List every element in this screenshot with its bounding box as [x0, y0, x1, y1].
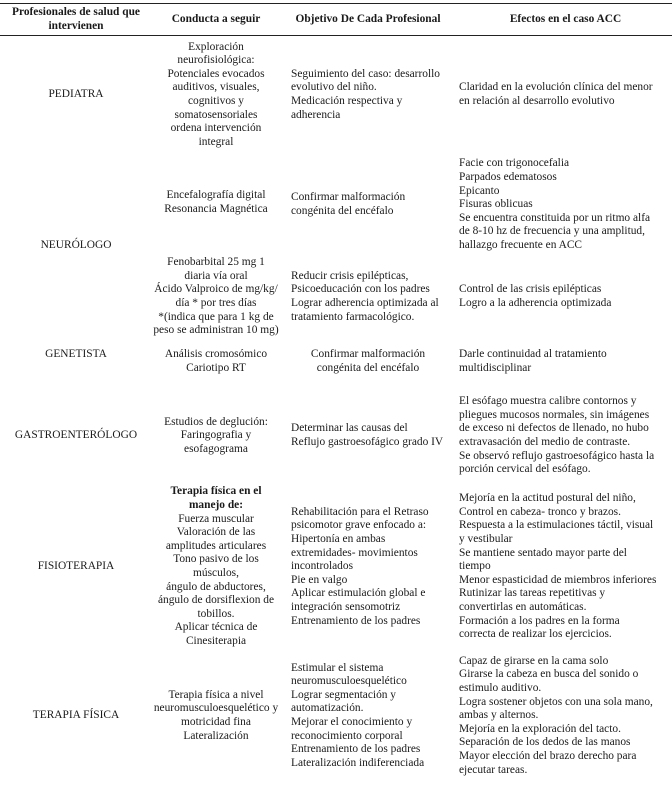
text-line: neurofisiológica: [177, 54, 255, 67]
text-line: Se encuentra constituida por un ritmo alfa [459, 211, 651, 224]
text-line: tratamiento farmacológico. [291, 310, 415, 323]
cell-text-lines [459, 492, 656, 642]
text-line: manejo de: [188, 499, 244, 512]
cell-text-lines [291, 422, 443, 449]
table-header [0, 4, 672, 36]
text-line: de 8-10 hz de frecuencia y una amplitud, [459, 225, 645, 238]
text-line: Mejoría en la actitud postural del niño, [459, 492, 636, 505]
cell-objetivo [291, 650, 456, 782]
text-line: neuromusculoesquelético y [153, 702, 279, 715]
text-line: ordena intervención [170, 122, 262, 135]
text-line: Se observó reflujo gastroesofágico hasta la [459, 449, 655, 462]
text-line: Entrenamiento de los padres [291, 614, 421, 627]
text-line: adherencia [291, 108, 341, 121]
cell-objetivo [291, 388, 456, 484]
cell-text-lines [291, 191, 405, 218]
table-row-genetista [0, 340, 672, 386]
cell-profesional [0, 484, 152, 650]
cell-text-lines [459, 283, 611, 310]
profesional-label: GENETISTA [45, 348, 107, 360]
text-line: automatización. [291, 702, 364, 715]
clinical-table [0, 3, 672, 36]
cell-conducta [152, 37, 280, 153]
cell-objetivo [291, 37, 456, 153]
profesional-label: TERAPIA FÍSICA [32, 709, 120, 722]
text-line: Capaz de girarse en la cama solo [459, 654, 609, 667]
text-line: Exploración [188, 40, 244, 53]
text-line: Estimular el sistema [291, 661, 384, 674]
cell-text-lines [164, 416, 268, 457]
cell-text-lines [165, 348, 267, 375]
cell-efectos [459, 153, 672, 257]
text-line: Encefalografía digital [166, 189, 266, 202]
cell-conducta [152, 484, 280, 650]
text-line: Aplicar estimulación global e [291, 587, 426, 600]
text-line: Terapia física a nivel [168, 688, 264, 701]
text-line: Lograr adherencia optimizada al [291, 297, 439, 309]
text-line: Confirmar malformación [310, 348, 426, 360]
text-line: evolutivo del niño. [291, 81, 377, 94]
text-line: Valoración de las [176, 526, 256, 539]
text-line: ángulo de dorsiflexion de [157, 594, 275, 607]
text-line: Ácido Valproico de mg/kg/ [154, 283, 278, 296]
cell-efectos [459, 340, 672, 394]
header-conducta [152, 4, 280, 35]
text-line: Facie con trigonocefalia [459, 157, 570, 170]
text-line: Lograr segmentación y [291, 688, 397, 701]
text-line: cognitivos y [187, 95, 244, 107]
table-row-terapia-fisica [0, 650, 672, 782]
cell-text-lines [291, 662, 424, 771]
text-line: Lateralización [183, 729, 249, 742]
cell-efectos [459, 388, 672, 484]
cell-efectos [459, 255, 672, 339]
cell-efectos [459, 650, 672, 782]
text-line: Mayor elección del brazo derecho para [459, 749, 637, 762]
text-line: Formación a los padres en la forma [459, 614, 620, 627]
cell-text-lines [154, 689, 278, 743]
cell-conducta [152, 650, 280, 782]
text-line: Potenciales evocados [167, 67, 265, 80]
text-line: Parpados edematosos [459, 171, 557, 184]
text-line: psicomotor grave enfocado a: [291, 519, 427, 532]
table-row-pediatra [0, 37, 672, 153]
text-line: Aplicar técnica de [174, 621, 258, 634]
text-line: correcta de realizar los ejercicios. [459, 628, 612, 641]
text-line: tiempo [459, 560, 491, 573]
text-line: Cinesiterapia [185, 634, 247, 647]
text-line: motricidad fina [181, 716, 251, 728]
cell-text-lines [459, 655, 653, 777]
text-line: Entrenamiento de los padres [291, 743, 421, 756]
text-line: esofagograma [184, 442, 248, 455]
text-line: Se mantiene sentado mayor parte del [459, 546, 627, 559]
text-line: Lateralización indiferenciada [291, 756, 425, 769]
text-line: Epicanto [459, 184, 500, 197]
text-line: Determinar las causas del [291, 422, 408, 435]
text-line: extravasación del medio de contraste. [459, 436, 631, 448]
text-line: Claridad en la evolución clínica del menor [459, 81, 653, 94]
cell-text-lines [459, 348, 607, 375]
text-line: Resonancia Magnética [164, 203, 268, 215]
text-line: Mejorar el conocimiento y [291, 716, 413, 728]
text-line: Psicoeducación con los padres [291, 283, 430, 296]
text-line: Fisuras oblicuas [459, 198, 533, 211]
cell-text-lines [291, 270, 439, 324]
cell-efectos [459, 37, 672, 153]
table-row-gastroenterologo [0, 388, 672, 484]
cell-text-lines [459, 81, 653, 108]
text-line: Rehabilitación para el Retraso [291, 505, 429, 518]
text-line: Reflujo gastroesofágico grado IV [291, 436, 444, 448]
text-line: multidisciplinar [459, 361, 532, 374]
text-line: El esófago muestra calibre contornos y [459, 395, 637, 408]
header-label: Conducta a seguir [171, 12, 261, 25]
profesional-label: GASTROENTERÓLOGO [14, 429, 138, 442]
text-line: y vestibular [459, 533, 513, 546]
text-line: músculos, [193, 567, 239, 579]
cell-text-lines [291, 506, 429, 628]
text-line: *(indica que para 1 kg de [158, 310, 274, 323]
cell-objetivo [283, 340, 453, 394]
text-line: hallazgo frecuente en ACC [459, 238, 583, 251]
text-line: Seguimiento del caso: desarrollo [291, 67, 440, 80]
cell-profesional [0, 37, 152, 153]
text-line: ambas y alternos. [459, 709, 539, 722]
cell-text-lines [459, 395, 654, 477]
cell-text-lines [164, 189, 267, 216]
cell-efectos [459, 484, 672, 650]
cell-objetivo [291, 255, 456, 339]
text-line: pliegues mucosos normales, sin imágenes [459, 408, 650, 421]
text-line: Logro a la adherencia optimizada [459, 297, 612, 309]
cell-conducta [152, 340, 280, 394]
text-line: integral [198, 135, 234, 148]
profesional-label: FISIOTERAPIA [37, 560, 115, 573]
text-line: ángulo de abductores, [166, 580, 266, 593]
text-line: en relación al desarrollo evolutivo [459, 95, 615, 107]
text-line: amplitudes articulares [165, 539, 267, 552]
text-line: congénita del encéfalo [316, 361, 420, 374]
header-label: Efectos en el caso ACC [509, 12, 622, 25]
cell-objetivo [291, 484, 456, 650]
text-line: Análisis cromosómico [164, 348, 268, 360]
cell-text-lines [158, 513, 274, 649]
text-line: Hipertonía en ambas [291, 533, 386, 546]
text-line: Control de las crisis epilépticas [459, 283, 602, 296]
text-line: Terapia física en el [170, 485, 262, 498]
text-line: Control en cabeza- tronco y brazos. [459, 505, 621, 518]
cell-profesional [0, 340, 152, 394]
cell-text-lines [153, 256, 278, 338]
text-line: estimulo auditivo. [459, 682, 542, 695]
cell-conducta [152, 153, 280, 253]
cell-profesional [0, 388, 152, 484]
text-line: Mejoría en la exploración del tacto. [459, 722, 621, 735]
header-efectos [459, 4, 672, 35]
text-line: Medicación respectiva y [291, 95, 403, 107]
text-line: Estudios de deglución: [164, 415, 268, 428]
cell-profesional [0, 153, 152, 339]
table-row-neurologo [0, 153, 672, 339]
text-line: ejecutar tareas. [459, 763, 528, 776]
cell-text-lines [291, 68, 440, 122]
text-line: extremidades- movimientos [291, 546, 418, 559]
table-row-fisioterapia [0, 484, 672, 650]
header-profesionales [0, 4, 152, 35]
cell-profesional [0, 650, 152, 782]
text-line: reconocimiento corporal [291, 729, 403, 742]
cell-text-lines [167, 41, 264, 150]
header-label: Profesionales de salud que intervienen [12, 5, 140, 32]
text-line: integración sensomotriz [291, 600, 401, 613]
text-line: porción cervical del esófago. [459, 463, 591, 476]
text-line: Menor espasticidad de miembros inferiores [459, 573, 657, 586]
text-line: Reducir crisis epilépticas, [291, 269, 409, 282]
text-line: Fuerza muscular [178, 512, 254, 525]
cell-text-lines [158, 485, 274, 512]
text-line: Separación de los dedos de las manos [459, 736, 631, 749]
header-label: Objetivo De Cada Profesional [295, 12, 441, 25]
text-line: Faringografia y [180, 429, 252, 442]
text-line: tobillos. [197, 607, 235, 620]
text-line: diaria vía oral [184, 269, 248, 282]
text-line: Confirmar malformación [291, 191, 406, 204]
cell-text-lines [459, 157, 650, 252]
text-line: Rutinizar las tareas repetitivas y [459, 587, 606, 600]
text-line: Darle continuidad al tratamiento [459, 348, 607, 360]
cell-objetivo [291, 153, 456, 257]
text-line: Tono pasivo de los [173, 553, 259, 566]
cell-text-lines [311, 348, 425, 375]
text-line: convertirlas en automáticas. [459, 600, 587, 613]
profesional-label: NEURÓLOGO [40, 239, 112, 252]
text-line: Logra sostener objetos con una sola mano, [459, 695, 653, 708]
text-line: neuromusculoesquelético [291, 675, 407, 688]
text-line: Cariotipo RT [186, 361, 246, 374]
profesional-label: PEDIATRA [48, 88, 104, 101]
cell-conducta [152, 255, 280, 339]
header-objetivo [283, 4, 453, 35]
text-line: de exceso ni defectos de llenado, no hubo [459, 422, 649, 435]
text-line: incontrolados [291, 560, 354, 573]
text-line: día * por tres días [175, 297, 257, 309]
text-line: Pie en valgo [291, 573, 348, 586]
text-line: somatosensoriales [174, 108, 258, 121]
text-line: Respuesta a la estimulaciones táctil, visual [459, 519, 654, 532]
text-line: auditivos, visuales, [172, 81, 260, 94]
cell-conducta [152, 388, 280, 484]
text-line: congénita del encéfalo [291, 205, 394, 217]
text-line: peso se administran 10 mg) [153, 324, 279, 337]
text-line: Fenobarbital 25 mg 1 [167, 256, 265, 269]
text-line: Girarse la cabeza en busca del sonido o [459, 668, 639, 681]
